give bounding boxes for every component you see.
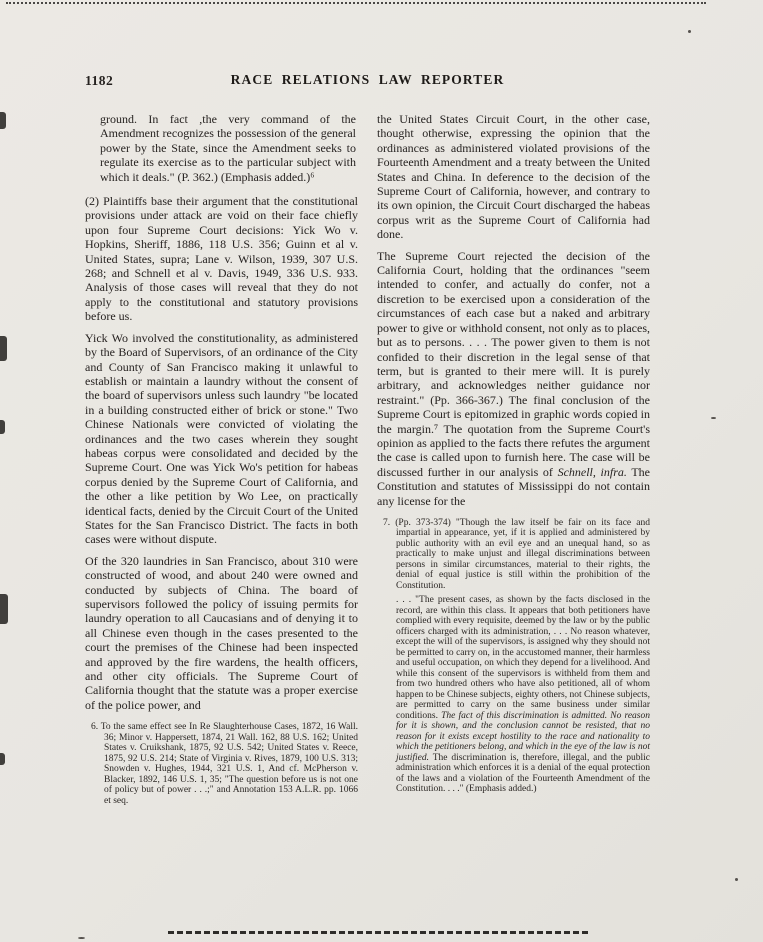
paragraph-segment: The Constitution and statutes of Mississippi do not contain any license for the [377, 464, 650, 508]
left-column [85, 112, 358, 810]
footnote-segment: . . . "The present cases, as shown by the facts disclosed in the record, are within this class. It appears that both petitioners have complied with every requisite, deemed by the law or by the public officers charged with its administration, . . . No reason whatever, except the will of the supervisors, is assigned why they should not be permitted to carry on, in the accustomed manner, their harmless and useful occupation, on which they depend for a livelihood. And while this consent of the supervisors is withheld from them and from two hundred others who have also petitioned, all of whom happen to be Chinese subjects, eighty others, not Chinese subjects, are permitted to carry on the same business under similar conditions. [396, 595, 650, 721]
scan-artifact-edge-mark [0, 594, 8, 624]
journal-title: RACE RELATIONS LAW REPORTER [230, 72, 505, 87]
scan-artifact-bottom-dashed-line [168, 931, 588, 934]
scan-artifact-edge-mark [0, 336, 7, 361]
block-quote: ground. In fact ,the very command of the Amendment recognizes the possession of the general power by the State, since the Amendment seeks to regulate its exercise as to the particular subject with which it deals." (P. 362.) (Emphasis added.)⁶ [100, 112, 356, 184]
footnote-6-text: 6. To the same effect see In Re Slaughterhouse Cases, 1872, 16 Wall. 36; Minor v. Happersett, 1874, 21 Wall. 162, 88 U.S. 162; United States v. Cruikshank, 1875, 92 U.S. 542; United States v. Reece, 1875, 92 U.S. 214; State of Virginia v. Rives, 1879, 100 U.S. 313; Snowden v. Hughes, 1944, 321 U.S. 1, And cf. McPherson v. Blacker, 1892, 146 U.S. 1, 35; "The question before us is not one of policy but of power . . .;" and Annotation 153 A.L.R. pp. 1066 et seq. [91, 722, 358, 806]
body-paragraph [377, 249, 650, 508]
paragraph-segment: The Supreme Court rejected the decision of the California Court, holding that the ordinances "seem intended to confer, and actually do confer, not a discretion to be exercised upon a consideration of the circumstances of each case but a naked and arbitrary power to give or withhold consent, not only as to places, but as to persons. . . . The power given to them is not confided to their discretion in the legal sense of that term, but is granted to their mere will. It is purely arbitrary, and acknowledges neither guidance nor restraint." (Pp. 366-367.) The final conclusion of the Supreme Court is epitomized in graphic words copied in the margin.⁷ The quotation from the Supreme Court's opinion as applied to the facts there refutes the argument the case is called upon to furnish here. The case will be discussed further in our analysis of [377, 248, 650, 479]
body-paragraph: Yick Wo involved the constitutionality, as administered by the Board of Supervisors, of an ordinance of the City and County of San Francisco making it unlawful to establish or maintain a laundry without the consent of the board of supervisors unless such laundry "be located in a building constructed either of brick or stone." Two Chinese Nationals were convicted of violating the ordinances and the two cases wherein they sought habeas corpus were consolidated and decided by the Supreme Court. One was Yick Wo's petition for habeas corpus denied by the Supreme Court of California, and the other a like petition by Wo Lee, on practically identical facts, denied by the Circuit Court of the United States for the San Francisco District. The facts in both cases were without dispute. [85, 330, 358, 547]
scan-artifact-speck [711, 417, 716, 419]
body-paragraph: the United States Circuit Court, in the other case, thought otherwise, expressing the opinion that the ordinances as administered violated provisions of the Fourteenth Amendment and a treaty between the United States and China. In deference to the decision of the Supreme Court of California, however, and contrary to its own opinion, the Circuit Court discharged the habeas corpus writ as the Supreme Court of California had done. [377, 112, 650, 242]
text-columns [85, 112, 650, 810]
scan-artifact-speck [78, 937, 85, 939]
scan-artifact-edge-mark [0, 420, 5, 434]
scan-artifact-edge-mark [0, 753, 5, 765]
scan-artifact-speck [735, 878, 738, 881]
scan-artifact-speck [688, 30, 691, 33]
right-column [377, 112, 650, 810]
body-paragraph: (2) Plaintiffs base their argument that the constitutional provisions under attack are void on their face chiefly upon four Supreme Court decisions: Yick Wo v. Hopkins, Sheriff, 1886, 118 U.S. 356; Guinn et al v. United States, supra; Lane v. Wilson, 1939, 307 U.S. 268; and Schnell et al v. Davis, 1949, 336 U.S. 933. Analysis of those cases will reveal that they do not apply to the constitutional and statutory provisions before us. [85, 194, 358, 324]
body-paragraph: Of the 320 laundries in San Francisco, about 310 were constructed of wood, and about 240 were owned and conducted by subjects of China. The board of supervisors followed the policy of issuing permits for laundry operation to all Caucasians and of denying it to all Chinese even though in the cases presented to the court the premises of the Chinese had been inspected and approved by the fire wardens, the health officers, and other city officials. The Supreme Court of California thought that the statute was a proper exercise of the police power, and [85, 553, 358, 712]
footnote-6 [91, 722, 358, 806]
page-header [85, 72, 650, 92]
footnote-7-paragraph-1: 7. (Pp. 373-374) "Though the law itself be fair on its face and impartial in appearance, yet, if it is applied and administered by public authority with an evil eye and an unequal hand, so as practically to make unjust and illegal discriminations between persons in similar circumstances, material to their rights, the denial of equal justice is still within the prohibition of the Constitution. [383, 517, 650, 591]
footnote-7 [383, 518, 650, 795]
paragraph-segment-italic: Schnell, infra. [557, 464, 627, 479]
footnote-segment: The discrimination is, therefore, illegal, and the public administration which enforces it is a denial of the equal protection of the laws and a violation of the Fourteenth Amendment of the Constitution. . . ." (Emphasis added.) [396, 752, 650, 795]
scan-artifact-top-dotted-line [6, 2, 706, 4]
scan-artifact-edge-mark [0, 112, 6, 129]
page-number: 1182 [85, 73, 114, 88]
footnote-7-paragraph-2 [383, 595, 650, 795]
footnote-segment-italic: The fact of this discrimination is admitted. No reason for it is shown, and the conclusion cannot be resisted, that no reason for it exists except hostility to the race and nationality to which the petitioners belong, and which in the eye of the law is not justified. [396, 710, 650, 763]
